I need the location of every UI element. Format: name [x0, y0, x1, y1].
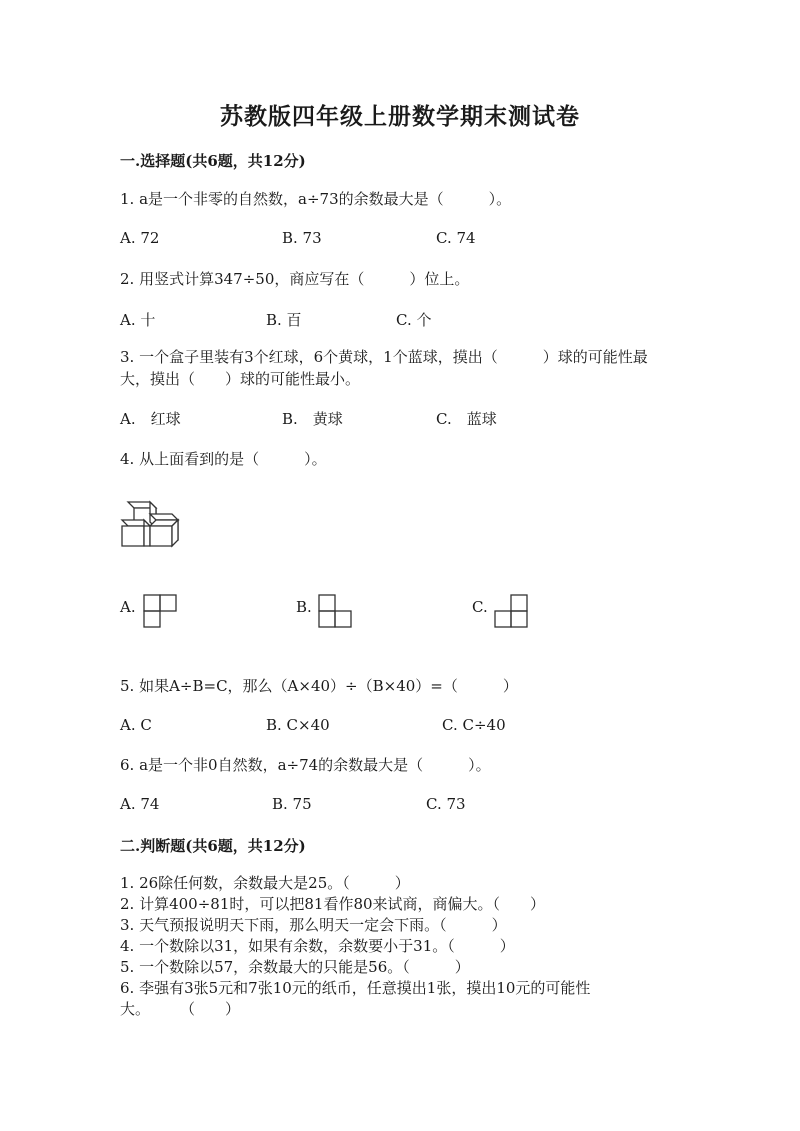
q4-option-b: B. — [296, 598, 312, 616]
question-1: 1. a是一个非零的自然数，a÷73的余数最大是（ ）。 — [120, 190, 512, 208]
judgment-item-4: 4. 一个数除以31，如果有余数，余数要小于31。（ ） — [120, 937, 515, 955]
judgment-item-3: 3. 天气预报说明天下雨，那么明天一定会下雨。（ ） — [120, 916, 507, 934]
q4-option-a-figure — [143, 594, 177, 628]
judgment-item-6-line2: 大。 （ ） — [120, 1000, 241, 1018]
q5-option-b: B. C×40 — [266, 716, 330, 734]
q5-option-c: C. C÷40 — [442, 716, 506, 734]
q1-option-b: B. 73 — [282, 229, 322, 247]
q2-option-b: B. 百 — [266, 311, 302, 329]
q4-option-c-figure — [494, 594, 528, 628]
q1-option-c: C. 74 — [436, 229, 476, 247]
section-heading-judgment: 二.判断题(共6题，共12分) — [120, 837, 306, 855]
q4-option-a: A. — [120, 598, 136, 616]
q5-option-a: A. C — [120, 716, 152, 734]
cube-stack-figure — [120, 500, 182, 548]
question-2: 2. 用竖式计算347÷50，商应写在（ ）位上。 — [120, 270, 470, 288]
judgment-item-5: 5. 一个数除以57，余数最大的只能是56。（ ） — [120, 958, 470, 976]
q2-option-c: C. 个 — [396, 311, 432, 329]
question-3-line2: 大，摸出（ ）球的可能性最小。 — [120, 370, 361, 388]
q1-option-a: A. 72 — [120, 229, 160, 247]
judgment-item-6-line1: 6. 李强有3张5元和7张10元的纸币，任意摸出1张，摸出10元的可能性 — [120, 979, 591, 997]
q3-option-c: C. 蓝球 — [436, 410, 497, 428]
q3-option-a: A. 红球 — [120, 410, 181, 428]
question-4: 4. 从上面看到的是（ ）。 — [120, 450, 327, 468]
q2-option-a: A. 十 — [120, 311, 156, 329]
page-title: 苏教版四年级上册数学期末测试卷 — [220, 103, 580, 130]
q6-option-c: C. 73 — [426, 795, 466, 813]
q6-option-b: B. 75 — [272, 795, 312, 813]
section-heading-choice: 一.选择题(共6题，共12分) — [120, 152, 306, 170]
q6-option-a: A. 74 — [120, 795, 160, 813]
question-6: 6. a是一个非0自然数，a÷74的余数最大是（ ）。 — [120, 756, 491, 774]
q4-option-c: C. — [472, 598, 488, 616]
judgment-item-2: 2. 计算400÷81时，可以把81看作80来试商，商偏大。（ ） — [120, 895, 546, 913]
judgment-item-1: 1. 26除任何数，余数最大是25。（ ） — [120, 874, 410, 892]
q3-option-b: B. 黄球 — [282, 410, 343, 428]
question-3-line1: 3. 一个盒子里装有3个红球，6个黄球，1个蓝球，摸出（ ）球的可能性最 — [120, 348, 648, 366]
q4-option-b-figure — [318, 594, 352, 628]
question-5: 5. 如果A÷B=C，那么（A×40）÷（B×40）=（ ） — [120, 677, 518, 695]
